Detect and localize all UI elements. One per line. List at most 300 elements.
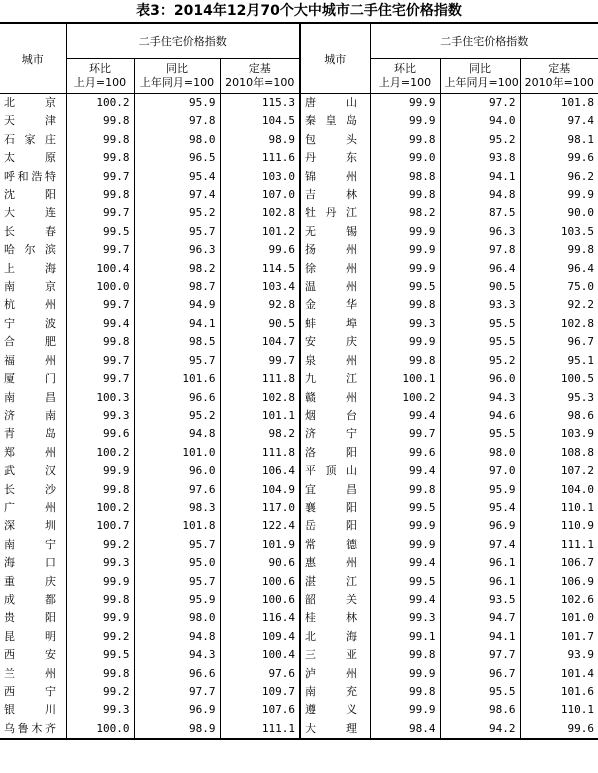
fixed-value: 92.2	[520, 296, 598, 314]
mom-value: 99.0	[370, 149, 440, 167]
fixed-value: 107.2	[520, 462, 598, 480]
table-header	[0, 23, 598, 94]
fixed-value: 103.5	[520, 223, 598, 241]
mom-value: 99.8	[66, 112, 134, 130]
city-name: 南充	[305, 685, 357, 698]
mom-value: 99.1	[370, 628, 440, 646]
mom-value: 99.4	[370, 462, 440, 480]
city-name: 兰州	[4, 666, 56, 680]
yoy-value: 94.0	[440, 112, 520, 130]
city-name: 扬州	[305, 243, 357, 257]
table-row	[0, 554, 598, 572]
city-name-cell	[0, 204, 66, 222]
city-name: 西宁	[4, 685, 56, 698]
table-row	[0, 149, 598, 167]
city-name: 银川	[4, 703, 56, 717]
yoy-value: 96.1	[440, 573, 520, 591]
table-row	[0, 370, 598, 388]
city-name: 北海	[305, 629, 357, 643]
fixed-value: 114.5	[220, 260, 300, 278]
city-name: 牡丹江	[305, 206, 357, 220]
city-name-cell	[300, 554, 370, 572]
city-name-cell	[0, 315, 66, 333]
fixed-value: 90.6	[220, 554, 300, 572]
yoy-value: 101.6	[134, 370, 220, 388]
city-name-cell	[300, 425, 370, 443]
city-name-cell	[0, 425, 66, 443]
mom-value: 99.9	[370, 517, 440, 535]
mom-value: 99.6	[66, 425, 134, 443]
yoy-value: 95.9	[440, 481, 520, 499]
fixed-header-left	[220, 59, 300, 94]
mom-value: 100.0	[66, 720, 134, 739]
mom-value: 99.7	[66, 241, 134, 259]
city-name-cell	[0, 462, 66, 480]
yoy-base-label: 上年同月=100	[444, 76, 519, 89]
table-row	[0, 260, 598, 278]
fixed-value: 108.8	[520, 444, 598, 462]
city-name: 济宁	[305, 427, 357, 441]
city-name: 成都	[4, 592, 56, 606]
fixed-value: 96.4	[520, 260, 598, 278]
mom-value: 99.8	[370, 646, 440, 664]
city-name-cell	[300, 204, 370, 222]
city-name: 南昌	[4, 390, 56, 404]
table-row	[0, 646, 598, 664]
fixed-value: 116.4	[220, 609, 300, 627]
mom-value: 99.5	[66, 223, 134, 241]
yoy-value: 95.5	[440, 315, 520, 333]
yoy-value: 98.2	[134, 260, 220, 278]
yoy-value: 97.2	[440, 94, 520, 113]
fixed-value: 103.4	[220, 278, 300, 296]
table-row	[0, 609, 598, 627]
city-name: 秦皇岛	[305, 114, 357, 128]
fixed-value: 104.5	[220, 112, 300, 130]
city-name-cell	[0, 536, 66, 554]
city-name: 唐山	[305, 96, 357, 109]
fixed-value: 99.6	[520, 720, 598, 739]
table-row	[0, 352, 598, 370]
mom-value: 99.2	[66, 683, 134, 701]
city-name-cell	[0, 646, 66, 664]
mom-value: 99.7	[66, 204, 134, 222]
city-name: 合肥	[4, 335, 56, 349]
mom-value: 99.8	[66, 131, 134, 149]
fixed-value: 107.0	[220, 186, 300, 204]
table-row	[0, 683, 598, 701]
table-row	[0, 315, 598, 333]
yoy-value: 97.0	[440, 462, 520, 480]
city-name: 襄阳	[305, 500, 357, 514]
mom-value: 100.2	[66, 444, 134, 462]
mom-value: 99.8	[66, 591, 134, 609]
fixed-value: 101.0	[520, 609, 598, 627]
mom-value: 99.5	[370, 499, 440, 517]
city-name: 杭州	[4, 298, 56, 312]
mom-value: 100.2	[66, 499, 134, 517]
yoy-value: 95.7	[134, 536, 220, 554]
city-name-cell	[300, 168, 370, 186]
fixed-value: 106.4	[220, 462, 300, 480]
yoy-label: 同比	[469, 62, 491, 75]
mom-value: 100.0	[66, 278, 134, 296]
fixed-value: 101.7	[520, 628, 598, 646]
table-row	[0, 425, 598, 443]
city-name-cell	[0, 407, 66, 425]
city-name: 韶关	[305, 592, 357, 606]
city-name: 湛江	[305, 574, 357, 588]
fixed-value: 93.9	[520, 646, 598, 664]
city-name-cell	[300, 665, 370, 683]
mom-value: 99.9	[66, 609, 134, 627]
fixed-value: 101.1	[220, 407, 300, 425]
yoy-value: 98.0	[440, 444, 520, 462]
fixed-value: 95.3	[520, 389, 598, 407]
fixed-value: 101.6	[520, 683, 598, 701]
city-name: 济南	[4, 408, 56, 422]
fixed-value: 110.1	[520, 701, 598, 719]
table-row	[0, 223, 598, 241]
city-name-cell	[0, 278, 66, 296]
fixed-value: 102.8	[520, 315, 598, 333]
fixed-value: 98.1	[520, 131, 598, 149]
yoy-value: 97.6	[134, 481, 220, 499]
yoy-value: 94.2	[440, 720, 520, 739]
fixed-value: 99.6	[220, 241, 300, 259]
mom-base-label: 上月=100	[378, 76, 432, 89]
yoy-value: 87.5	[440, 204, 520, 222]
yoy-value: 96.6	[134, 665, 220, 683]
yoy-value: 96.9	[440, 517, 520, 535]
city-name-cell	[300, 499, 370, 517]
city-name-cell	[300, 149, 370, 167]
city-name: 平顶山	[305, 464, 357, 478]
city-name-cell	[0, 112, 66, 130]
city-name-cell	[0, 720, 66, 739]
yoy-value: 98.3	[134, 499, 220, 517]
mom-value: 99.9	[66, 462, 134, 480]
mom-value: 99.5	[370, 573, 440, 591]
mom-value: 100.2	[66, 94, 134, 113]
city-name-cell	[0, 94, 66, 113]
mom-value: 100.4	[66, 260, 134, 278]
mom-value: 99.6	[370, 444, 440, 462]
yoy-value: 96.3	[440, 223, 520, 241]
city-name-cell	[0, 168, 66, 186]
city-name-cell	[0, 665, 66, 683]
city-name-cell	[300, 444, 370, 462]
mom-value: 99.3	[66, 701, 134, 719]
yoy-value: 96.0	[134, 462, 220, 480]
city-name-cell	[300, 701, 370, 719]
price-index-table	[0, 22, 598, 740]
mom-base-label: 上月=100	[73, 76, 127, 89]
fixed-value: 106.7	[520, 554, 598, 572]
mom-value: 99.8	[370, 481, 440, 499]
yoy-value: 94.8	[134, 425, 220, 443]
yoy-value: 94.7	[440, 609, 520, 627]
city-name-cell	[300, 481, 370, 499]
city-name-cell	[300, 683, 370, 701]
mom-label: 环比	[394, 62, 416, 75]
city-name-cell	[300, 407, 370, 425]
city-name: 天津	[4, 114, 56, 128]
city-name: 北京	[4, 96, 56, 109]
mom-value: 99.7	[66, 352, 134, 370]
city-name-cell	[300, 720, 370, 739]
yoy-value: 95.2	[440, 352, 520, 370]
city-name: 无锡	[305, 224, 357, 238]
yoy-value: 95.0	[134, 554, 220, 572]
city-header-right: 城市	[300, 23, 370, 94]
fixed-value: 98.2	[220, 425, 300, 443]
mom-value: 99.5	[370, 278, 440, 296]
fixed-value: 97.6	[220, 665, 300, 683]
yoy-value: 93.3	[440, 296, 520, 314]
city-name: 三亚	[305, 648, 357, 662]
fixed-value: 104.7	[220, 333, 300, 351]
yoy-value: 97.8	[134, 112, 220, 130]
city-name-cell	[0, 573, 66, 591]
yoy-value: 90.5	[440, 278, 520, 296]
table-row	[0, 444, 598, 462]
fixed-value: 111.1	[220, 720, 300, 739]
city-name: 吉林	[305, 188, 357, 202]
fixed-value: 109.4	[220, 628, 300, 646]
fixed-value: 75.0	[520, 278, 598, 296]
fixed-value: 98.9	[220, 131, 300, 149]
table-row	[0, 665, 598, 683]
fixed-value: 90.5	[220, 315, 300, 333]
city-name-cell	[300, 609, 370, 627]
city-name-cell	[300, 296, 370, 314]
mom-value: 99.9	[370, 260, 440, 278]
mom-value: 99.5	[66, 646, 134, 664]
mom-value: 99.4	[370, 554, 440, 572]
city-name: 大理	[305, 721, 357, 735]
city-name-cell	[300, 333, 370, 351]
mom-value: 99.9	[370, 241, 440, 259]
yoy-value: 98.5	[134, 333, 220, 351]
city-name-cell	[300, 389, 370, 407]
index-group-header-left: 二手住宅价格指数	[66, 23, 300, 59]
mom-value: 98.8	[370, 168, 440, 186]
mom-value: 99.7	[370, 425, 440, 443]
mom-value: 99.8	[370, 186, 440, 204]
city-name-cell	[300, 536, 370, 554]
city-name: 九江	[305, 372, 357, 386]
yoy-header-left	[134, 59, 220, 94]
yoy-value: 94.8	[440, 186, 520, 204]
table-row	[0, 536, 598, 554]
city-name: 福州	[4, 353, 56, 367]
table-row	[0, 168, 598, 186]
mom-value: 99.8	[66, 665, 134, 683]
yoy-value: 98.0	[134, 609, 220, 627]
fixed-value: 115.3	[220, 94, 300, 113]
fixed-value: 92.8	[220, 296, 300, 314]
mom-value: 99.8	[66, 333, 134, 351]
table-row	[0, 131, 598, 149]
table-row	[0, 481, 598, 499]
mom-value: 99.2	[66, 628, 134, 646]
mom-label: 环比	[89, 62, 111, 75]
yoy-value: 97.8	[440, 241, 520, 259]
city-name: 宁波	[4, 316, 56, 330]
yoy-value: 94.1	[440, 168, 520, 186]
city-name-cell	[300, 573, 370, 591]
yoy-value: 96.4	[440, 260, 520, 278]
city-name: 郑州	[4, 445, 56, 459]
yoy-value: 95.5	[440, 333, 520, 351]
city-name-cell	[0, 149, 66, 167]
city-name: 包头	[305, 132, 357, 146]
table-row	[0, 720, 598, 739]
city-name: 泉州	[305, 353, 357, 367]
city-name-cell	[0, 296, 66, 314]
city-name-cell	[0, 131, 66, 149]
yoy-base-label: 上年同月=100	[139, 76, 215, 89]
yoy-value: 95.2	[134, 204, 220, 222]
yoy-value: 96.7	[440, 665, 520, 683]
city-name: 呼和浩特	[4, 169, 56, 183]
city-name: 锦州	[305, 169, 357, 183]
mom-value: 100.2	[370, 389, 440, 407]
mom-value: 99.8	[370, 683, 440, 701]
city-name: 金华	[305, 298, 357, 312]
table-row	[0, 241, 598, 259]
city-name: 桂林	[305, 611, 357, 625]
yoy-value: 95.7	[134, 223, 220, 241]
city-name-cell	[0, 609, 66, 627]
mom-value: 100.7	[66, 517, 134, 535]
city-name-cell	[0, 389, 66, 407]
yoy-value: 95.2	[440, 131, 520, 149]
mom-value: 99.9	[370, 536, 440, 554]
city-name-cell	[0, 628, 66, 646]
city-name: 遵义	[305, 703, 357, 717]
table-row	[0, 628, 598, 646]
mom-value: 99.3	[66, 407, 134, 425]
index-group-header-right: 二手住宅价格指数	[370, 23, 598, 59]
mom-value: 100.1	[370, 370, 440, 388]
table-row	[0, 701, 598, 719]
fixed-value: 122.4	[220, 517, 300, 535]
city-name-cell	[300, 278, 370, 296]
mom-value: 99.9	[370, 94, 440, 113]
city-name: 广州	[4, 500, 56, 514]
city-name: 赣州	[305, 390, 357, 404]
fixed-header-right	[520, 59, 598, 94]
yoy-value: 93.5	[440, 591, 520, 609]
fixed-value: 111.1	[520, 536, 598, 554]
yoy-value: 97.4	[134, 186, 220, 204]
yoy-value: 96.0	[440, 370, 520, 388]
yoy-value: 94.1	[440, 628, 520, 646]
yoy-value: 96.3	[134, 241, 220, 259]
city-name: 安庆	[305, 335, 357, 349]
fixed-value: 99.8	[520, 241, 598, 259]
city-name: 岳阳	[305, 519, 357, 533]
city-name: 长春	[4, 224, 56, 238]
city-name: 大连	[4, 206, 56, 220]
fixed-value: 101.8	[520, 94, 598, 113]
city-name-cell	[0, 517, 66, 535]
yoy-label: 同比	[166, 62, 188, 75]
city-name-cell	[0, 683, 66, 701]
yoy-value: 94.3	[134, 646, 220, 664]
mom-value: 99.3	[370, 609, 440, 627]
city-name-cell	[0, 499, 66, 517]
fixed-value: 102.8	[220, 204, 300, 222]
city-name: 徐州	[305, 261, 357, 275]
fixed-label: 定基	[548, 62, 571, 75]
fixed-value: 109.7	[220, 683, 300, 701]
city-name: 贵阳	[4, 611, 56, 625]
city-name: 烟台	[305, 408, 357, 422]
yoy-value: 95.2	[134, 407, 220, 425]
yoy-value: 98.6	[440, 701, 520, 719]
mom-value: 99.7	[66, 370, 134, 388]
city-name: 宜昌	[305, 482, 357, 496]
city-name-cell	[300, 94, 370, 113]
yoy-value: 96.5	[134, 149, 220, 167]
city-name: 深圳	[4, 519, 56, 533]
yoy-value: 95.5	[440, 425, 520, 443]
yoy-value: 95.9	[134, 94, 220, 113]
yoy-value: 101.0	[134, 444, 220, 462]
city-name-cell	[300, 186, 370, 204]
city-name: 青岛	[4, 427, 56, 441]
city-name-cell	[300, 131, 370, 149]
fixed-value: 111.8	[220, 370, 300, 388]
fixed-value: 90.0	[520, 204, 598, 222]
city-name-cell	[300, 646, 370, 664]
table-row	[0, 462, 598, 480]
city-name-cell	[0, 701, 66, 719]
city-name: 南宁	[4, 537, 56, 551]
mom-value: 99.8	[66, 186, 134, 204]
city-name-cell	[300, 315, 370, 333]
city-name-cell	[0, 444, 66, 462]
mom-value: 99.2	[66, 536, 134, 554]
city-name-cell	[300, 517, 370, 535]
fixed-base-label: 2010年=100	[524, 76, 594, 89]
fixed-value: 104.0	[520, 481, 598, 499]
fixed-value: 96.2	[520, 168, 598, 186]
mom-value: 99.8	[370, 131, 440, 149]
city-name: 南京	[4, 280, 56, 294]
city-name: 洛阳	[305, 445, 357, 459]
city-name-cell	[300, 462, 370, 480]
fixed-value: 102.6	[520, 591, 598, 609]
fixed-value: 102.8	[220, 389, 300, 407]
city-name: 哈尔滨	[4, 243, 56, 257]
mom-value: 99.9	[370, 223, 440, 241]
city-name: 厦门	[4, 372, 56, 386]
fixed-value: 106.9	[520, 573, 598, 591]
fixed-value: 101.4	[520, 665, 598, 683]
table-row	[0, 186, 598, 204]
fixed-value: 98.6	[520, 407, 598, 425]
fixed-value: 97.4	[520, 112, 598, 130]
yoy-value: 94.9	[134, 296, 220, 314]
fixed-value: 99.9	[520, 186, 598, 204]
table-row	[0, 94, 598, 113]
yoy-value: 95.4	[440, 499, 520, 517]
mom-value: 99.8	[66, 481, 134, 499]
